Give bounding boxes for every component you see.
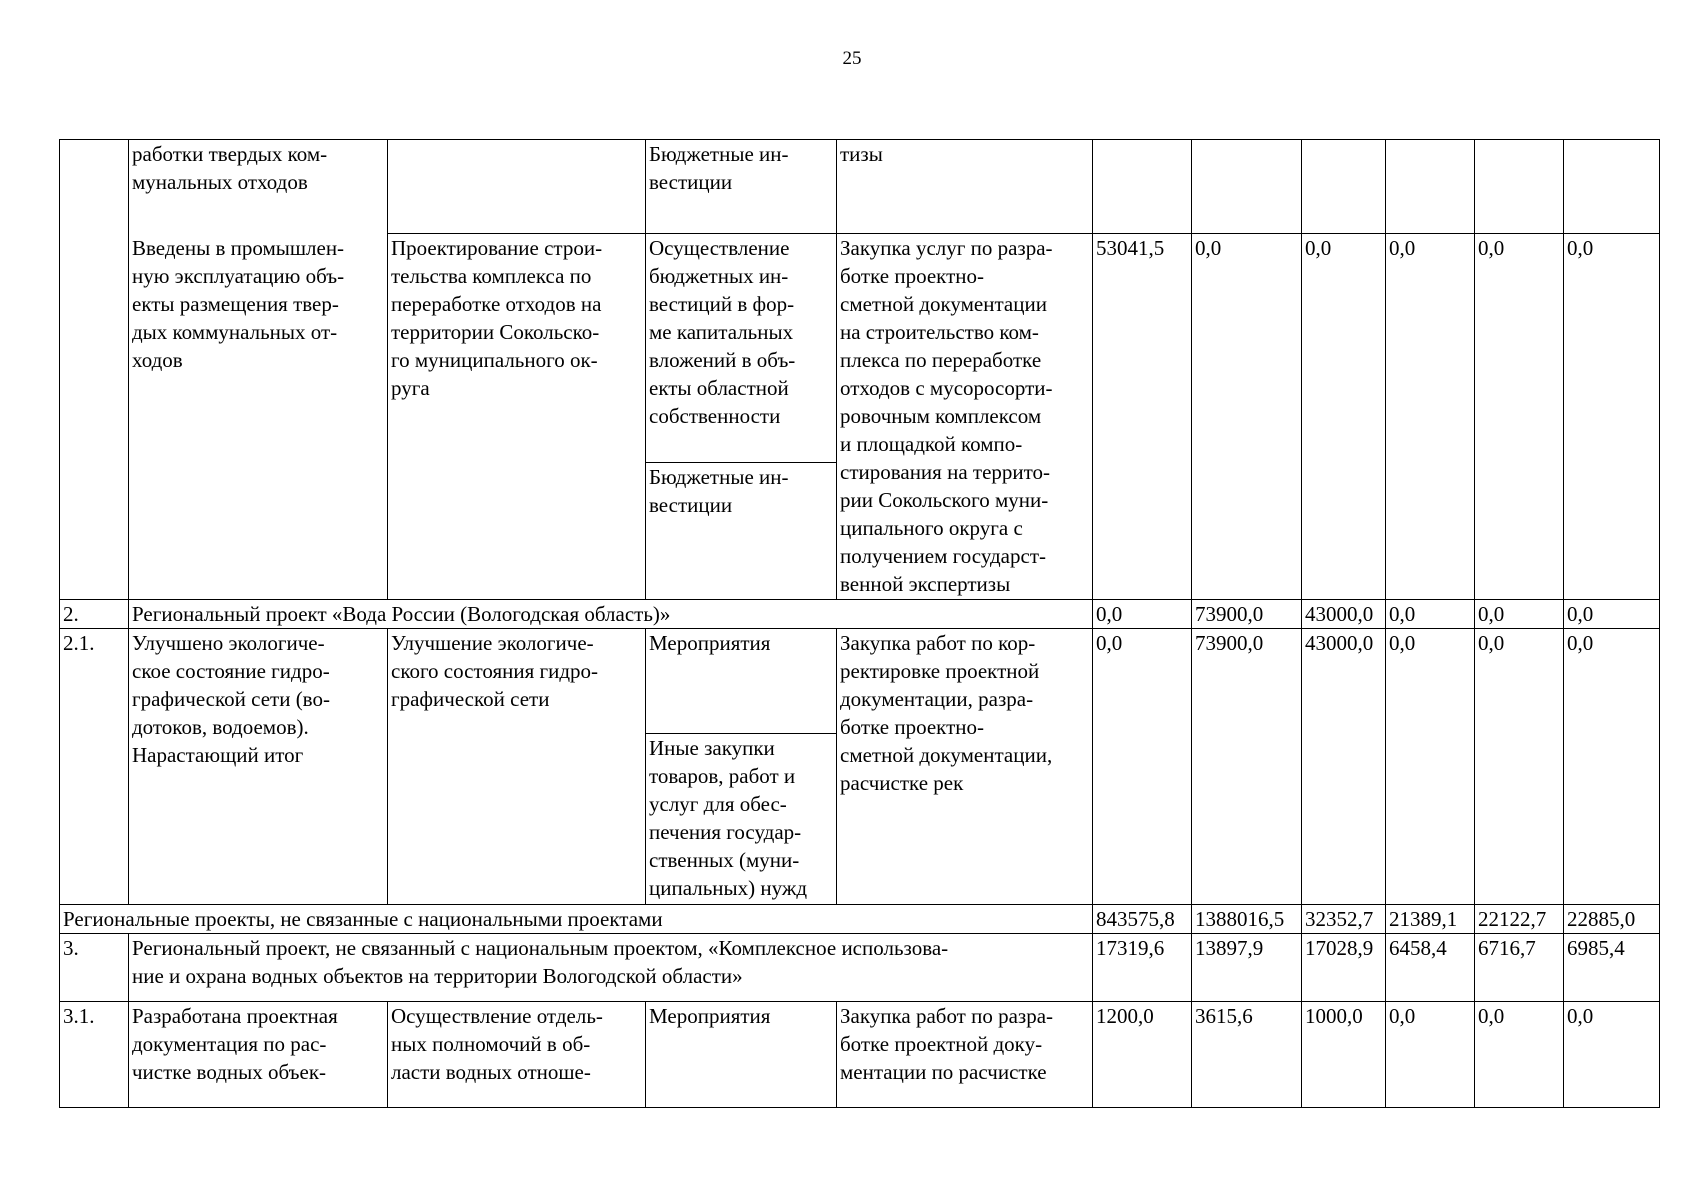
result-cell: Улучшено экологиче- ское состояние гидро- графической сети (во- дотоков, водоемов). Нарастающий итог [129, 629, 388, 905]
value-cell: 0,0 [1475, 234, 1564, 600]
value-cell: 0,0 [1475, 1002, 1564, 1108]
value-cell: 21389,1 [1386, 905, 1475, 934]
measure-description-cell: Закупка работ по разра- ботке проектной доку- ментации по расчистке [837, 1002, 1093, 1108]
value-cell: 32352,7 [1302, 905, 1386, 934]
page-number: 25 [842, 48, 862, 69]
value-cell [1302, 140, 1386, 234]
value-cell [1093, 140, 1192, 234]
row-number-cell: 2.1. [60, 629, 129, 905]
table-row [60, 905, 1660, 934]
value-cell: 6985,4 [1564, 934, 1660, 1002]
value-cell: 0,0 [1093, 629, 1192, 905]
row-number-cell [60, 140, 129, 234]
value-cell: 0,0 [1475, 629, 1564, 905]
value-cell: 17319,6 [1093, 934, 1192, 1002]
value-cell: 0,0 [1386, 234, 1475, 600]
funding-type-cell: Иные закупки товаров, работ и услуг для обес- печения государ- ственных (муни- ципальных) нужд [646, 734, 837, 905]
value-cell: 0,0 [1564, 600, 1660, 629]
program-table [59, 139, 1660, 1108]
value-cell: 0,0 [1386, 629, 1475, 905]
value-cell: 0,0 [1564, 234, 1660, 600]
value-cell: 53041,5 [1093, 234, 1192, 600]
value-cell: 43000,0 [1302, 600, 1386, 629]
value-cell: 22122,7 [1475, 905, 1564, 934]
funding-type-cell: Бюджетные ин- вестиции [646, 140, 837, 234]
row-number-cell: 3. [60, 934, 129, 1002]
value-cell: 43000,0 [1302, 629, 1386, 905]
value-cell: 1000,0 [1302, 1002, 1386, 1108]
section-title-cell: Региональные проекты, не связанные с национальными проектами [60, 905, 1093, 934]
value-cell: 843575,8 [1093, 905, 1192, 934]
table-row [60, 234, 1660, 463]
value-cell: 3615,6 [1192, 1002, 1302, 1108]
value-cell: 0,0 [1564, 629, 1660, 905]
value-cell: 73900,0 [1192, 600, 1302, 629]
event-cell [388, 140, 646, 234]
value-cell: 0,0 [1093, 600, 1192, 629]
value-cell: 22885,0 [1564, 905, 1660, 934]
value-cell: 0,0 [1475, 600, 1564, 629]
funding-type-cell: Мероприятия [646, 1002, 837, 1108]
row-number-cell [60, 234, 129, 600]
event-cell: Улучшение экологиче- ского состояния гидро- графической сети [388, 629, 646, 905]
table-row [60, 140, 1660, 234]
table-row [60, 600, 1660, 629]
value-cell: 73900,0 [1192, 629, 1302, 905]
funding-type-cell: Осуществление бюджетных ин- вестиций в фор- ме капитальных вложений в объ- екты областной собственности [646, 234, 837, 463]
value-cell: 1388016,5 [1192, 905, 1302, 934]
value-cell: 17028,9 [1302, 934, 1386, 1002]
event-cell: Осуществление отдель- ных полномочий в об- ласти водных отноше- [388, 1002, 646, 1108]
value-cell: 0,0 [1192, 234, 1302, 600]
funding-type-cell: Мероприятия [646, 629, 837, 734]
project-title-cell: Региональный проект «Вода России (Вологодская область)» [129, 600, 1093, 629]
table-row [60, 934, 1660, 1002]
result-cell: работки твердых ком- мунальных отходов [129, 140, 388, 234]
measure-description-cell: Закупка работ по кор- ректировке проектной документации, разра- ботке проектно- сметной документации, расчистке рек [837, 629, 1093, 905]
event-cell: Проектирование строи- тельства комплекса по переработке отходов на территории Сокольско- го муниципального ок- руга [388, 234, 646, 600]
value-cell: 1200,0 [1093, 1002, 1192, 1108]
value-cell [1386, 140, 1475, 234]
value-cell: 0,0 [1386, 1002, 1475, 1108]
table-row [60, 1002, 1660, 1108]
result-cell: Разработана проектная документация по рас- чистке водных объек- [129, 1002, 388, 1108]
row-number-cell: 2. [60, 600, 129, 629]
value-cell: 13897,9 [1192, 934, 1302, 1002]
measure-description-cell: Закупка услуг по разра- ботке проектно- сметной документации на строительство ком- плекса по переработке отходов с мусоросорти- ровочным комплексом и площадкой компо- стирования на террито- рии Сокольского муни- ципального округа с получением государст- венной экспертизы [837, 234, 1093, 600]
project-title-cell: Региональный проект, не связанный с национальным проектом, «Комплексное использова- ние и охрана водных объектов на территории Вологодской области» [129, 934, 1093, 1002]
table-row [60, 629, 1660, 734]
value-cell [1475, 140, 1564, 234]
value-cell: 0,0 [1302, 234, 1386, 600]
value-cell: 6716,7 [1475, 934, 1564, 1002]
value-cell: 6458,4 [1386, 934, 1475, 1002]
funding-type-cell: Бюджетные ин- вестиции [646, 463, 837, 600]
result-cell: Введены в промышлен- ную эксплуатацию объ- екты размещения твер- дых коммунальных от- ходов [129, 234, 388, 600]
value-cell [1564, 140, 1660, 234]
value-cell: 0,0 [1386, 600, 1475, 629]
value-cell: 0,0 [1564, 1002, 1660, 1108]
value-cell [1192, 140, 1302, 234]
measure-description-cell: тизы [837, 140, 1093, 234]
row-number-cell: 3.1. [60, 1002, 129, 1108]
